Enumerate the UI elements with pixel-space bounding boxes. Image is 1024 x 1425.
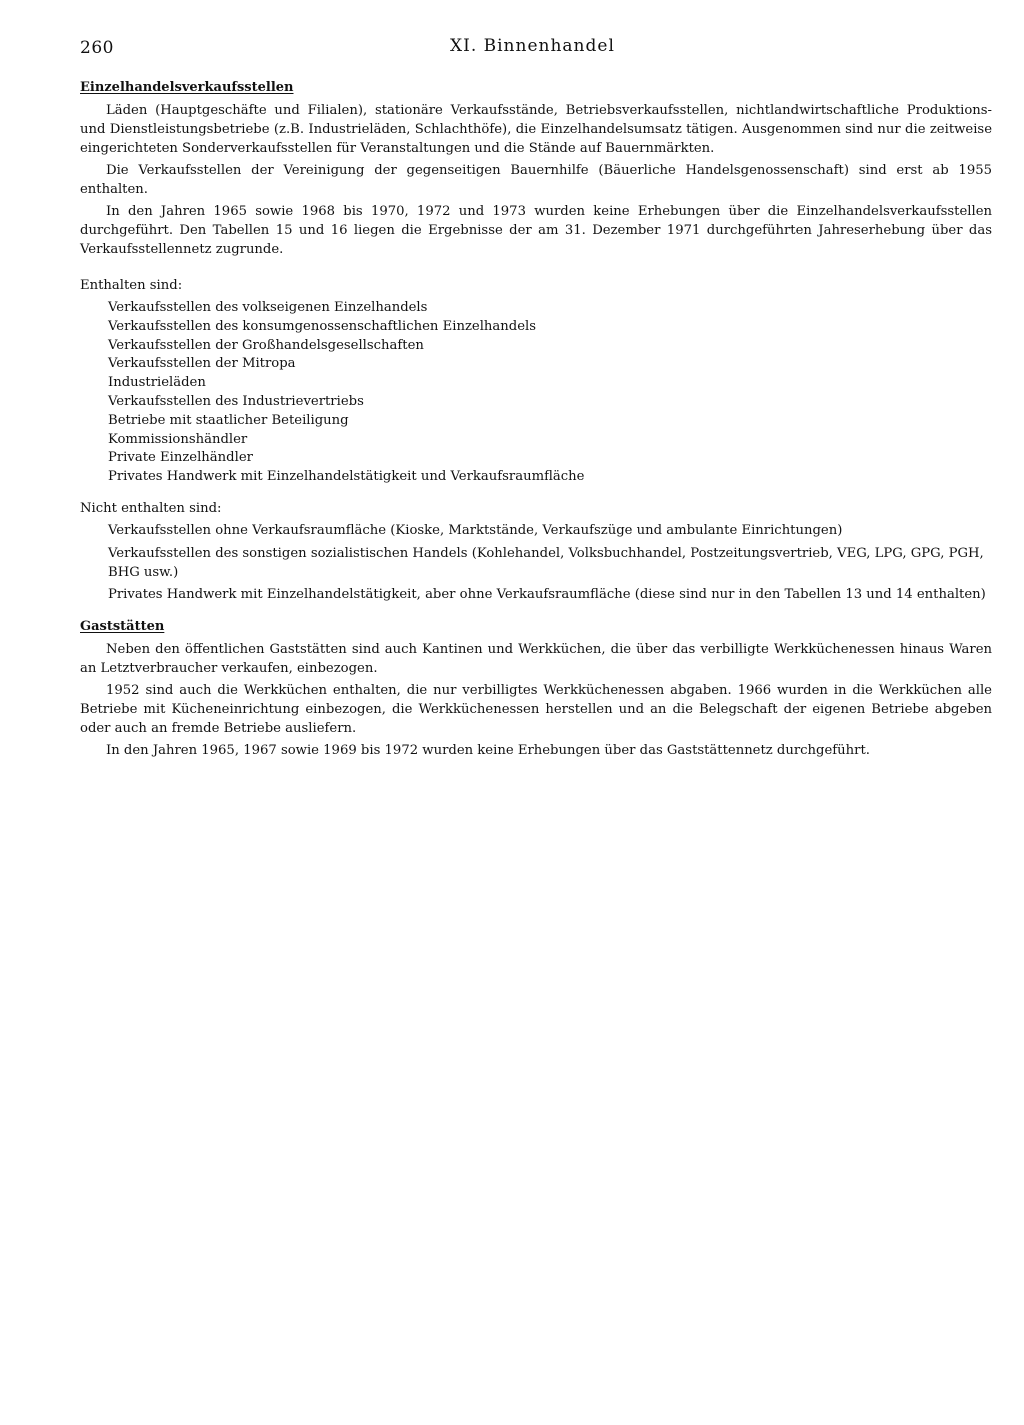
included-label: Enthalten sind: [80,278,183,293]
page-content [80,78,992,763]
section-einzelhandel [80,78,992,605]
list-item: Verkaufsstellen des sonstigen sozialistischen Handels (Kohlehandel, Volksbuchhandel, Postzeitungsvertrieb, VEG, LPG, GPG, PGH, BHG usw.) [108,545,984,580]
list-item: Verkaufsstellen des Industrievertriebs [108,393,364,409]
paragraph: In den Jahren 1965 sowie 1968 bis 1970, 1972 und 1973 wurden keine Erhebungen über die Einzelhandelsverkaufsstellen durchgeführt. Den Tabellen 15 und 16 liegen die Ergebnisse der am 31. Dezember 1971 durchgeführten Jahreserhebung über das Verkaufsstellennetz zugrunde. [80,204,992,257]
list-item: Verkaufsstellen des volkseigenen Einzelhandels [108,300,428,315]
paragraph: Neben den öffentlichen Gaststätten sind auch Kantinen und Werkküchen, die über das verbilligte Werkküchenessen hinaus Waren an Letztverbraucher verkaufen, einbezogen. [80,642,992,677]
list-item: Verkaufsstellen der Mitropa [108,356,296,372]
page-number: 260 [80,38,114,58]
excluded-label: Nicht enthalten sind: [80,500,222,516]
paragraph: In den Jahren 1965, 1967 sowie 1969 bis 1972 wurden keine Erhebungen über das Gaststättennetz durchgeführt. [106,743,870,759]
list-item: Verkaufsstellen ohne Verkaufsraumfläche (Kioske, Marktstände, Verkaufszüge und ambulante Einrichtungen) [108,522,843,538]
running-head: XI. Binnenhandel [450,36,615,56]
paragraph: 1952 sind auch die Werkküchen enthalten, die nur verbilligtes Werkküchenessen abgaben. 1966 wurden in die Werkküchen alle Betriebe mit Kücheneinrichtung einbezogen, die Werkküchenessen herstellen und an die Belegschaft der eigenen Betriebe abgeben oder auch an fremde Betriebe ausliefern. [80,683,992,737]
list-item: Privates Handwerk mit Einzelhandelstätigkeit, aber ohne Verkaufsraumfläche (diese sind nur in den Tabellen 13 und 14 enthalten) [108,587,986,603]
section-heading: Gaststätten [80,619,165,635]
paragraph: Läden (Hauptgeschäfte und Filialen), stationäre Verkaufsstände, Betriebsverkaufsstellen, nichtlandwirtschaftliche Produktions- und Dienstleistungsbetriebe (z.B. Industrieläden, Schlachthöfe), die Einzelhandelsumsatz tätigen. Ausgenommen sind nur die zeitweise eingerichteten Sonderverkaufsstellen für Veranstaltungen und die Stände auf Bauernmärkten. [80,103,992,156]
list-item: Verkaufsstellen des konsumgenossenschaftlichen Einzelhandels [108,318,537,334]
section-gaststaetten [80,617,992,760]
list-item: Verkaufsstellen der Großhandelsgesellschaften [108,337,424,353]
included-list [80,299,992,487]
list-item: Betriebe mit staatlicher Beteiligung [108,412,349,428]
list-item: Industrieläden [108,375,206,391]
list-item: Privates Handwerk mit Einzelhandelstätigkeit und Verkaufsraumfläche [108,469,585,485]
paragraph: Die Verkaufsstellen der Vereinigung der gegenseitigen Bauernhilfe (Bäuerliche Handelsgenossenschaft) sind erst ab 1955 enthalten. [80,163,992,197]
excluded-list [80,522,992,605]
list-item: Kommissionshändler [108,431,248,447]
section-heading: Einzelhandelsverkaufsstellen [80,80,294,95]
list-item: Private Einzelhändler [108,450,253,466]
